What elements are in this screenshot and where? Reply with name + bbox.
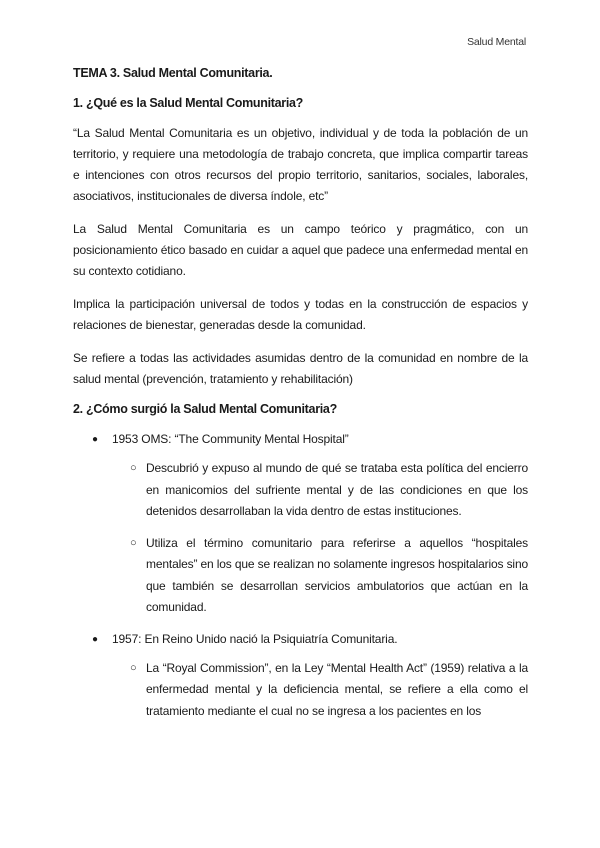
bullet-disc-icon: ●: [92, 434, 98, 445]
running-header: Salud Mental: [467, 36, 526, 48]
paragraph: Se refiere a todas las actividades asumidas dentro de la comunidad en nombre de la salud mental (prevención, tratamiento y rehabilitación): [73, 351, 528, 386]
sub-list-item: [73, 458, 528, 523]
sub-list-item-text: Descubrió y expuso al mundo de qué se trataba esta política del encierro en manicomios del sufriente mental y de las condiciones en que los detenidos desarrollaban la vida dentro de estas instituciones.: [146, 461, 528, 518]
sub-list-item: [73, 533, 528, 619]
list-item: [73, 629, 528, 650]
document-body: [73, 66, 528, 732]
sub-list-item: [73, 658, 528, 723]
bullet-circle-icon: ○: [130, 462, 137, 474]
list-item-text: 1953 OMS: “The Community Mental Hospital”: [112, 432, 349, 446]
paragraph: La Salud Mental Comunitaria es un campo teórico y pragmático, con un posicionamiento ético basado en cuidar a aquel que padece una enfermedad mental en su contexto cotidiano.: [73, 222, 528, 278]
topic-title: TEMA 3. Salud Mental Comunitaria.: [73, 66, 273, 80]
section-2-heading: 2. ¿Cómo surgió la Salud Mental Comunitaria?: [73, 402, 337, 416]
paragraph: Implica la participación universal de todos y todas en la construcción de espacios y relaciones de bienestar, generadas desde la comunidad.: [73, 297, 528, 332]
bullet-circle-icon: ○: [130, 661, 137, 674]
bullet-disc-icon: ●: [92, 633, 98, 645]
list-item-text: 1957: En Reino Unido nació la Psiquiatría Comunitaria.: [112, 631, 398, 646]
definition-quote: “La Salud Mental Comunitaria es un objetivo, individual y de toda la población de un territorio, y requiere una metodología de trabajo concreta, que implica compartir tareas e intenciones con otros recursos del propio territorio, sanitarios, sociales, laborales, asociativos, institucionales de diversa índole, etc”: [73, 126, 528, 203]
list-item: [73, 429, 528, 450]
bullet-circle-icon: ○: [130, 536, 137, 549]
sub-list-item-text: La “Royal Commission”, en la Ley “Mental Health Act” (1959) relativa a la enfermedad mental y la deficiencia mental, se refiere a ella como el tratamiento mediante el cual no se ingresa a los pacientes en los: [146, 660, 528, 718]
sub-list-item-text: Utiliza el término comunitario para referirse a aquellos “hospitales mentales” en los que se realizan no solamente ingresos hospitalarios sino que también se desarrollan servicios ambulatorios que actúan en la comunidad.: [146, 535, 528, 614]
section-1-heading: 1. ¿Qué es la Salud Mental Comunitaria?: [73, 96, 304, 110]
